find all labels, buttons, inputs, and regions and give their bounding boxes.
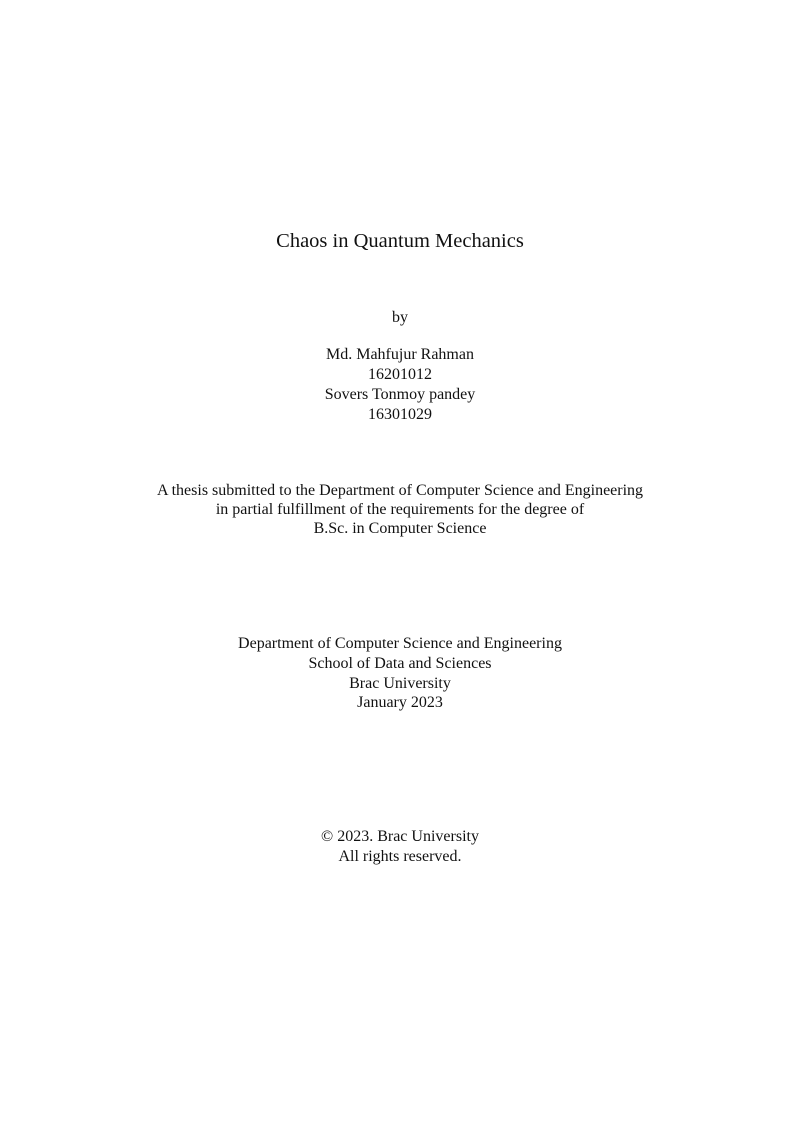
author-id: 16201012 [368,366,432,383]
degree-line: B.Sc. in Computer Science [313,520,487,537]
by-label: by [392,309,408,326]
author-name: Md. Mahfujur Rahman [326,346,474,363]
rights-reserved: All rights reserved. [338,848,462,865]
author-id: 16301029 [368,406,432,423]
department-name: Department of Computer Science and Engineering [238,635,562,652]
statement-line: in partial fulfillment of the requirements for the degree of [215,501,585,518]
school-name: School of Data and Sciences [308,655,492,672]
author-name: Sovers Tonmoy pandey [324,386,476,403]
submission-date: January 2023 [357,694,443,711]
university-name: Brac University [349,675,451,692]
thesis-title: Chaos in Quantum Mechanics [276,230,524,252]
statement-line: A thesis submitted to the Department of Computer Science and Engineering [156,482,644,499]
copyright-notice: © 2023. Brac University [321,828,479,845]
